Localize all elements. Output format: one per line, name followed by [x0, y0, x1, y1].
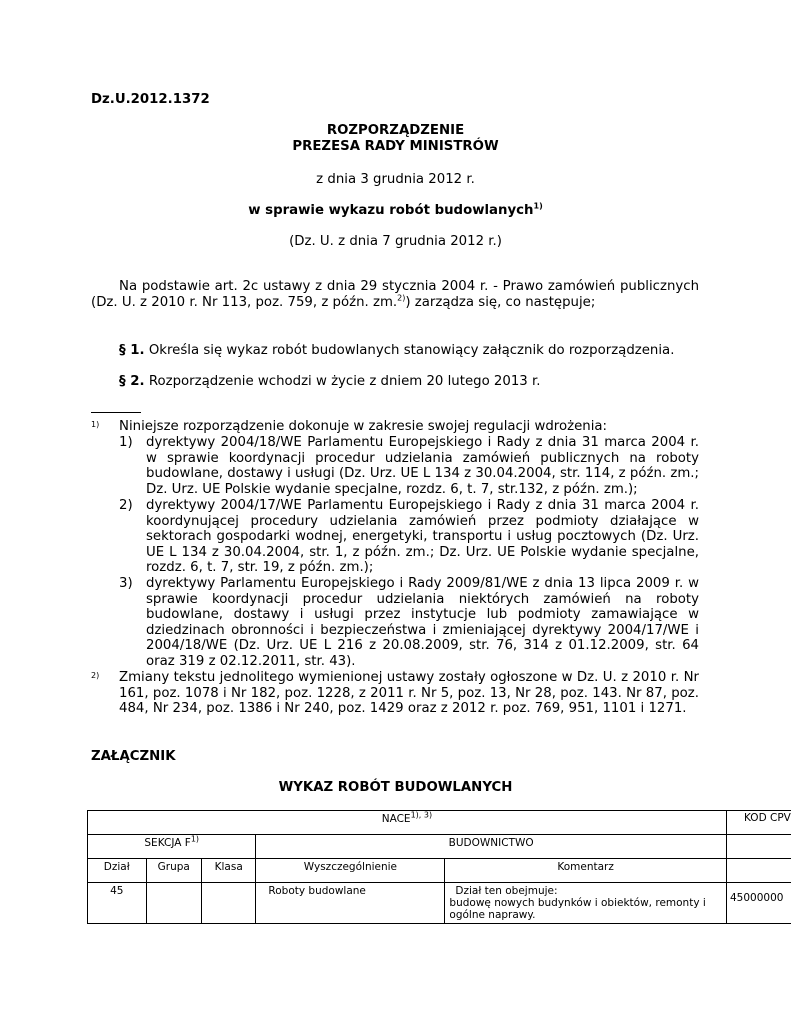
subject-line	[0, 203, 791, 218]
footnote-1-item-1-number: 1)	[119, 435, 133, 450]
paragraph-1-number: § 1.	[119, 343, 145, 358]
cell-komentarz-line-2: budowę nowych budynków i obiektów, remonty i ogólne naprawy.	[449, 897, 706, 921]
publication-line: (Dz. U. z dnia 7 grudnia 2012 r.)	[289, 234, 502, 249]
footnote-1-item-3	[119, 576, 699, 670]
cell-komentarz-line-1: Dział ten obejmuje:	[455, 885, 558, 897]
footnote-1-item-1-text: dyrektywy 2004/18/WE Parlamentu Europejskiego i Rady z dnia 31 marca 2004 r. w sprawie koordynacji procedur udzielania zamówień publicznych na roboty budowlane, dostawy i usługi (Dz. Urz. UE L 134 z 30.04.2004, str. 114, z późn. zm.; Dz. Urz. UE Polskie wydanie specjalne, rozdz. 6, t. 7, str.132, z późn. zm.);	[146, 435, 699, 497]
annex-title: WYKAZ ROBÓT BUDOWLANYCH	[278, 780, 513, 795]
paragraph-2	[119, 374, 540, 389]
nace-header-ref: 1), 3)	[410, 810, 433, 820]
paragraph-2-text: Rozporządzenie wchodzi w życie z dniem 20 lutego 2013 r.	[148, 374, 541, 389]
nace-header-cell	[88, 811, 727, 835]
paragraph-1-text: Określa się wykaz robót budowlanych stanowiący załącznik do rozporządzenia.	[148, 343, 675, 358]
footnote-1-item-2	[119, 498, 699, 576]
section-header-ref: 1)	[190, 834, 200, 844]
construction-header: BUDOWNICTWO	[256, 835, 726, 859]
table-row	[88, 883, 791, 924]
cpv-spacer-2	[726, 859, 791, 883]
column-header-wyszczegolnienie: Wyszczególnienie	[256, 859, 445, 883]
construction-works-table	[87, 810, 791, 924]
annex-label: ZAŁĄCZNIK	[91, 749, 176, 764]
cell-dzial: 45	[88, 883, 147, 924]
footnote-1-intro: Niniejsze rozporządzenie dokonuje w zakresie swojej regulacji wdrożenia:	[119, 419, 608, 434]
subject-footnote-ref: 1)	[533, 201, 543, 211]
footnote-2-mark: 2)	[91, 671, 100, 680]
paragraph-1	[119, 343, 674, 358]
footnote-1-item-2-number: 2)	[119, 498, 133, 513]
paragraph-2-number: § 2.	[119, 374, 145, 389]
footnote-1-item-3-text: dyrektywy Parlamentu Europejskiego i Rady 2009/81/WE z dnia 13 lipca 2009 r. w sprawie koordynacji procedur udzielania niektórych zamówień na roboty budowlane, dostawy i usługi przez instytucje lub podmioty zamawiające w dziedzinach obronności i bezpieczeństwa i zmieniającej dyrektywy 2004/17/WE i 2004/18/WE (Dz. Urz. UE L 216 z 20.08.2009, str. 76, 314 z 01.12.2009, str. 64 oraz 319 z 02.12.2011, str. 43).	[146, 576, 699, 669]
title-line-2: PREZESA RADY MINISTRÓW	[292, 139, 499, 154]
document-reference: Dz.U.2012.1372	[91, 92, 210, 107]
date-line: z dnia 3 grudnia 2012 r.	[316, 172, 475, 187]
cell-grupa	[146, 883, 201, 924]
cell-wyszczegolnienie: Roboty budowlane	[256, 883, 445, 924]
section-header-cell	[88, 835, 256, 859]
footnote-1-item-3-number: 3)	[119, 576, 133, 591]
nace-header: NACE	[381, 813, 411, 825]
footnote-1-item-2-text: dyrektywy 2004/17/WE Parlamentu Europejskiego i Rady z dnia 31 marca 2004 r. koordynującej procedury udzielania zamówień przez podmioty działające w sektorach gospodarki wodnej, energetyki, transportu i usług pocztowych (Dz. Urz. UE L 134 z 30.04.2004, str. 1, z późn. zm.; Dz. Urz. UE Polskie wydanie specjalne, rozdz. 6, t. 7, str. 19, z późn. zm.);	[146, 498, 699, 576]
footnote-2-text: Zmiany tekstu jednolitego wymienionej ustawy zostały ogłoszone w Dz. U. z 2010 r. Nr 161, poz. 1078 i Nr 182, poz. 1228, z 2011 r. Nr 5, poz. 13, Nr 28, poz. 143. Nr 87, poz. 484, Nr 234, poz. 1386 i Nr 240, poz. 1429 oraz z 2012 r. poz. 769, 951, 1101 i 1271.	[119, 670, 699, 717]
subject-text: w sprawie wykazu robót budowlanych	[248, 203, 534, 218]
title-line-1: ROZPORZĄDZENIE	[326, 123, 465, 138]
cell-cpv: 45000000	[730, 892, 784, 904]
cell-komentarz	[445, 883, 726, 924]
cpv-spacer-1	[726, 835, 791, 859]
column-header-klasa: Klasa	[201, 859, 255, 883]
preamble	[91, 279, 699, 311]
column-header-grupa: Grupa	[146, 859, 201, 883]
column-header-komentarz: Komentarz	[445, 859, 726, 883]
cell-klasa	[201, 883, 255, 924]
preamble-text-b: ) zarządza się, co następuje;	[405, 295, 596, 310]
preamble-footnote-ref: 2)	[397, 293, 406, 303]
column-header-dzial: Dział	[88, 859, 147, 883]
footnote-1-item-1	[119, 435, 699, 497]
section-header: SEKCJA F	[144, 837, 191, 849]
cpv-header: KOD CPV	[744, 812, 791, 824]
footnote-separator	[91, 412, 141, 413]
preamble-text-a: Na podstawie art. 2c ustawy z dnia 29 stycznia 2004 r. - Prawo zamówień publicznych (Dz. U. z 2010 r. Nr 113, poz. 759, z późn. zm.	[91, 279, 699, 310]
footnote-1-mark: 1)	[91, 420, 100, 429]
